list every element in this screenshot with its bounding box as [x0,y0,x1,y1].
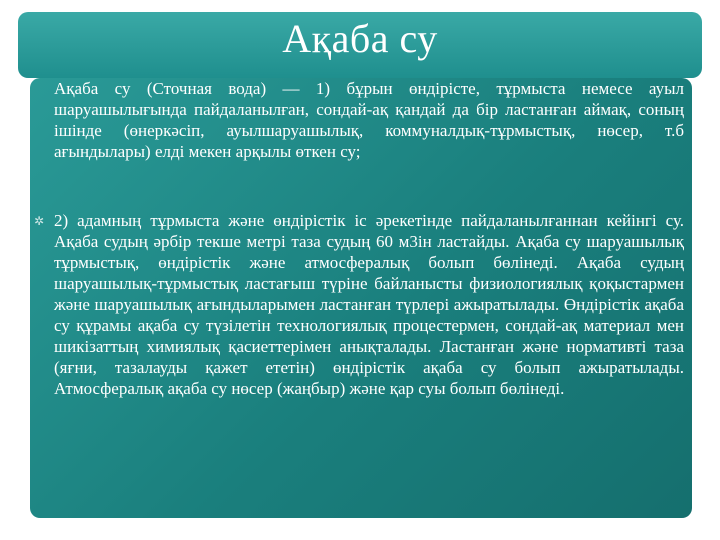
content-panel [30,78,692,518]
paragraph-1: Ақаба су (Сточная вода) — 1) бұрын өндірісте, тұрмыста немесе ауыл шаруашылығында пайдаланылған, сондай-ақ қандай да бір ластанған аймақ, соның ішінде (өнеркәсіп, ауылшаруашылық, коммуналдық-тұрмыстық, нөсер, т.б ағындылары) елді мекен арқылы өткен су; [54,79,684,161]
paragraph-2: 2) адамның тұрмыста және өндірістік іс әрекетінде пайдаланылғаннан кейінгі су. Ақаба судың әрбір текше метрі таза судың 60 м3ін ластайды. Ақаба су шаруашылық тұрмыстық, өндірістік және атмосфералық болып бөлінеді. Ақаба судың шаруашылық-тұрмыстық ластағыш түріне байланысты физиологиялық қоқыстармен және шаруашылық ағындыларымен ластанған түрлері ажыратылады. Өндірістік ақаба су құрамы ақаба су түзілетін технологиялық процестермен, сондай-ақ материал мен шикізаттың химиялық қасиеттерімен анықталады. Ластанған және нормативті таза (яғни, тазалауды қажет ететін) өндірістік ақаба су болып ажыратылады. Атмосфералық ақаба су нөсер (жаңбыр) және қар суы болып бөлінеді. [54,211,684,398]
snowflake-bullet-icon: ✲ [33,214,45,228]
slide-title: Ақаба су [282,16,438,61]
